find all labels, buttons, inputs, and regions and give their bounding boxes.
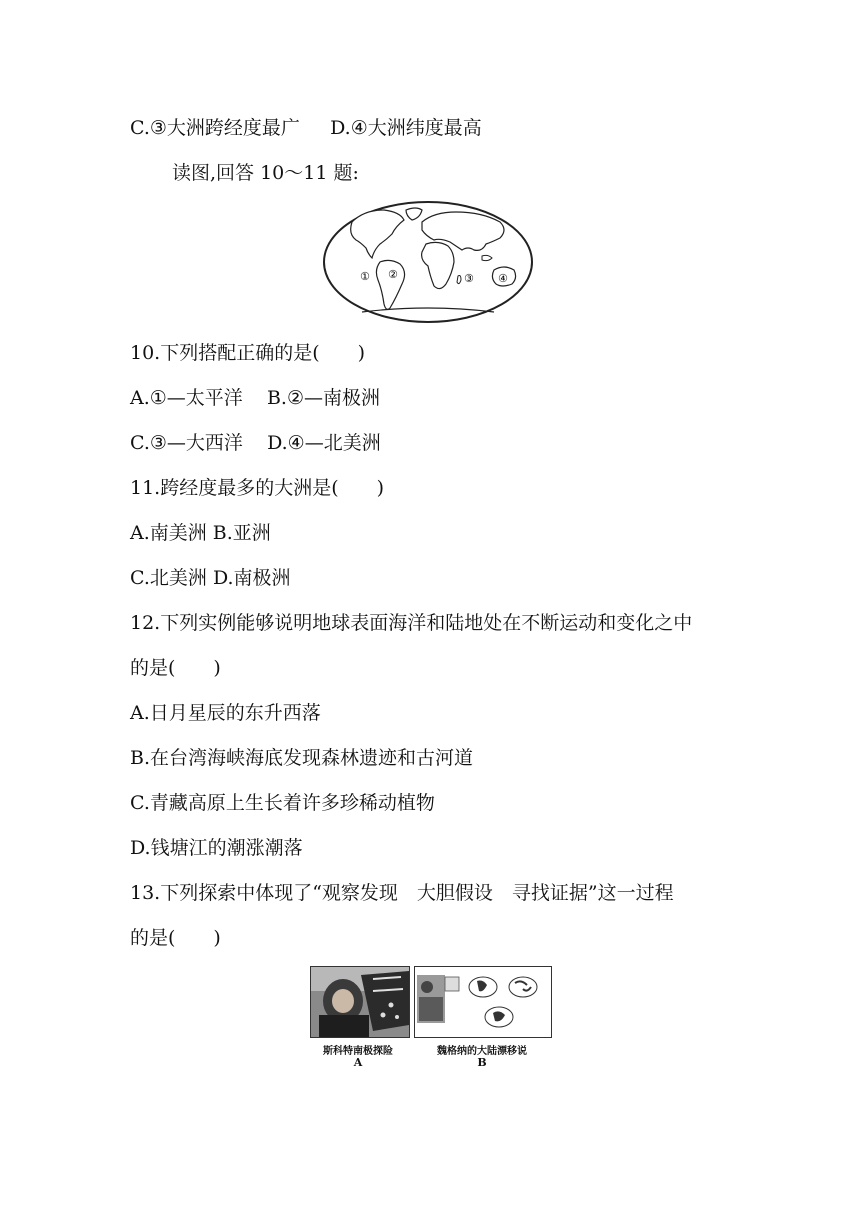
- text-q13-stem-1: 13.下列探索中体现了“观察发现 大胆假设 寻找证据”这一过程: [130, 882, 674, 904]
- map-marker-1: ①: [360, 270, 370, 283]
- text-q13-stem-2: 的是( ): [130, 927, 221, 949]
- drift-globes: [415, 967, 551, 1037]
- text-q11-cd: C.北美洲 D.南极洲: [130, 567, 291, 589]
- explorer-photo: [311, 967, 409, 1037]
- world-map-svg: [322, 200, 534, 324]
- panel-b-caption: 魏格纳的大陆漂移说: [437, 1046, 527, 1057]
- text-q9-cd: C.③大洲跨经度最广 D.④大洲纬度最高: [130, 117, 482, 139]
- figure-panel-b: [414, 966, 552, 1038]
- map-marker-4: ④: [498, 272, 508, 285]
- text-intro: 读图,回答 10～11 题:: [172, 162, 359, 184]
- text-q12-d: D.钱塘江的潮涨潮落: [130, 837, 303, 859]
- map-marker-3: ③: [464, 272, 474, 285]
- text-q10-stem: 10.下列搭配正确的是( ): [130, 342, 366, 364]
- text-q10-cd: C.③—大西洋 D.④—北美洲: [130, 432, 381, 454]
- panel-a-caption: 斯科特南极探险: [323, 1046, 393, 1057]
- text-q12-stem-1: 12.下列实例能够说明地球表面海洋和陆地处在不断运动和变化之中: [130, 612, 693, 634]
- world-map: [322, 200, 534, 324]
- panel-a-letter: A: [353, 1056, 363, 1069]
- text-q12-b: B.在台湾海峡海底发现森林遗迹和古河道: [130, 747, 474, 769]
- map-marker-2: ②: [388, 268, 398, 281]
- text-q10-ab: A.①—太平洋 B.②—南极洲: [130, 387, 380, 409]
- text-q12-c: C.青藏高原上生长着许多珍稀动植物: [130, 792, 435, 814]
- text-q11-stem: 11.跨经度最多的大洲是( ): [130, 477, 385, 499]
- text-q12-stem-2: 的是( ): [130, 657, 221, 679]
- figure-panel-a: [310, 966, 410, 1038]
- panel-b-letter: B: [477, 1056, 487, 1069]
- figure-q13: [308, 964, 552, 1074]
- text-q12-a: A.日月星辰的东升西落: [130, 702, 321, 724]
- text-q11-ab: A.南美洲 B.亚洲: [130, 522, 271, 544]
